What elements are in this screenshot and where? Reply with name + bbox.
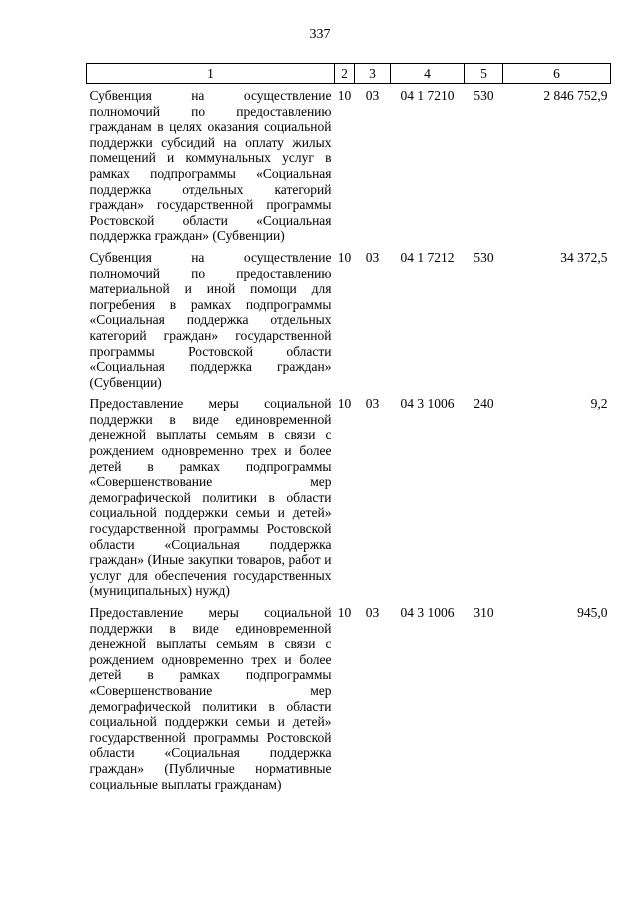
- row-target-code: 04 1 7212: [400, 249, 455, 265]
- table-row: [87, 84, 611, 246]
- row-description: Субвенция на осуществление полномочий по предоставлению гражданам в целях оказания социальной поддержки субсидий на оплату жилых помещений и коммунальных услуг в рамках подпрограммы «Социальная поддержка отдельных категорий граждан» государственной программы Ростовской области «Социальная поддержка граждан» (Субвенции): [89, 88, 332, 244]
- column-header-4: 4: [391, 64, 465, 84]
- row-expense-type: 530: [473, 249, 494, 265]
- row-subsection: 03: [365, 396, 380, 412]
- row-description: Предоставление меры социальной поддержки в виде единовременной денежной выплаты семьям в связи с рождением одновременно трех и более детей в рамках подпрограммы «Совершенствование мер демографической политики в области социальной поддержки семьи и детей» государственной программы Ростовской области «Социальная поддержка граждан» (Публичные нормативные социальные выплаты гражданам): [89, 605, 332, 792]
- row-amount: 9,2: [590, 396, 608, 412]
- row-target-code: 04 3 1006: [400, 605, 455, 620]
- table-header-row: [87, 64, 611, 84]
- column-header-1: 1: [87, 64, 335, 84]
- column-header-2: 2: [335, 64, 355, 84]
- table-row: [87, 246, 611, 392]
- row-amount: 945,0: [577, 605, 608, 620]
- row-description: Субвенция на осуществление полномочий по предоставлению материальной и иной помощи для погребения в рамках подпрограммы «Социальная поддержка отдельных категорий граждан» государственной программы Ростовской области «Социальная поддержка граждан» (Субвенции): [89, 249, 332, 390]
- row-section: 10: [337, 396, 352, 412]
- budget-table: [86, 63, 611, 794]
- column-header-3: 3: [355, 64, 391, 84]
- row-section: 10: [337, 88, 352, 103]
- row-subsection: 03: [365, 88, 380, 103]
- page-number: 337: [309, 27, 331, 42]
- row-amount: 34 372,5: [560, 249, 608, 265]
- row-expense-type: 530: [473, 88, 494, 103]
- row-subsection: 03: [365, 249, 380, 265]
- row-section: 10: [337, 605, 352, 620]
- row-subsection: 03: [365, 605, 380, 620]
- column-header-5: 5: [465, 64, 503, 84]
- row-target-code: 04 3 1006: [400, 396, 455, 412]
- row-description: Предоставление меры социальной поддержки в виде единовременной денежной выплаты семьям в связи с рождением одновременно трех и более детей в рамках подпрограммы «Совершенствование мер демографической политики в области социальной поддержки семьи и детей» государственной программы Ростовской области «Социальная поддержка граждан» (Иные закупки товаров, работ и услуг для обеспечения государственных (муниципальных) нужд): [89, 396, 332, 599]
- row-amount: 2 846 752,9: [543, 88, 608, 103]
- row-expense-type: 310: [473, 605, 494, 620]
- table-row: [87, 601, 611, 794]
- column-header-6: 6: [503, 64, 611, 84]
- row-target-code: 04 1 7210: [400, 88, 455, 103]
- row-expense-type: 240: [473, 396, 494, 412]
- table-row: [87, 392, 611, 601]
- row-section: 10: [337, 249, 352, 265]
